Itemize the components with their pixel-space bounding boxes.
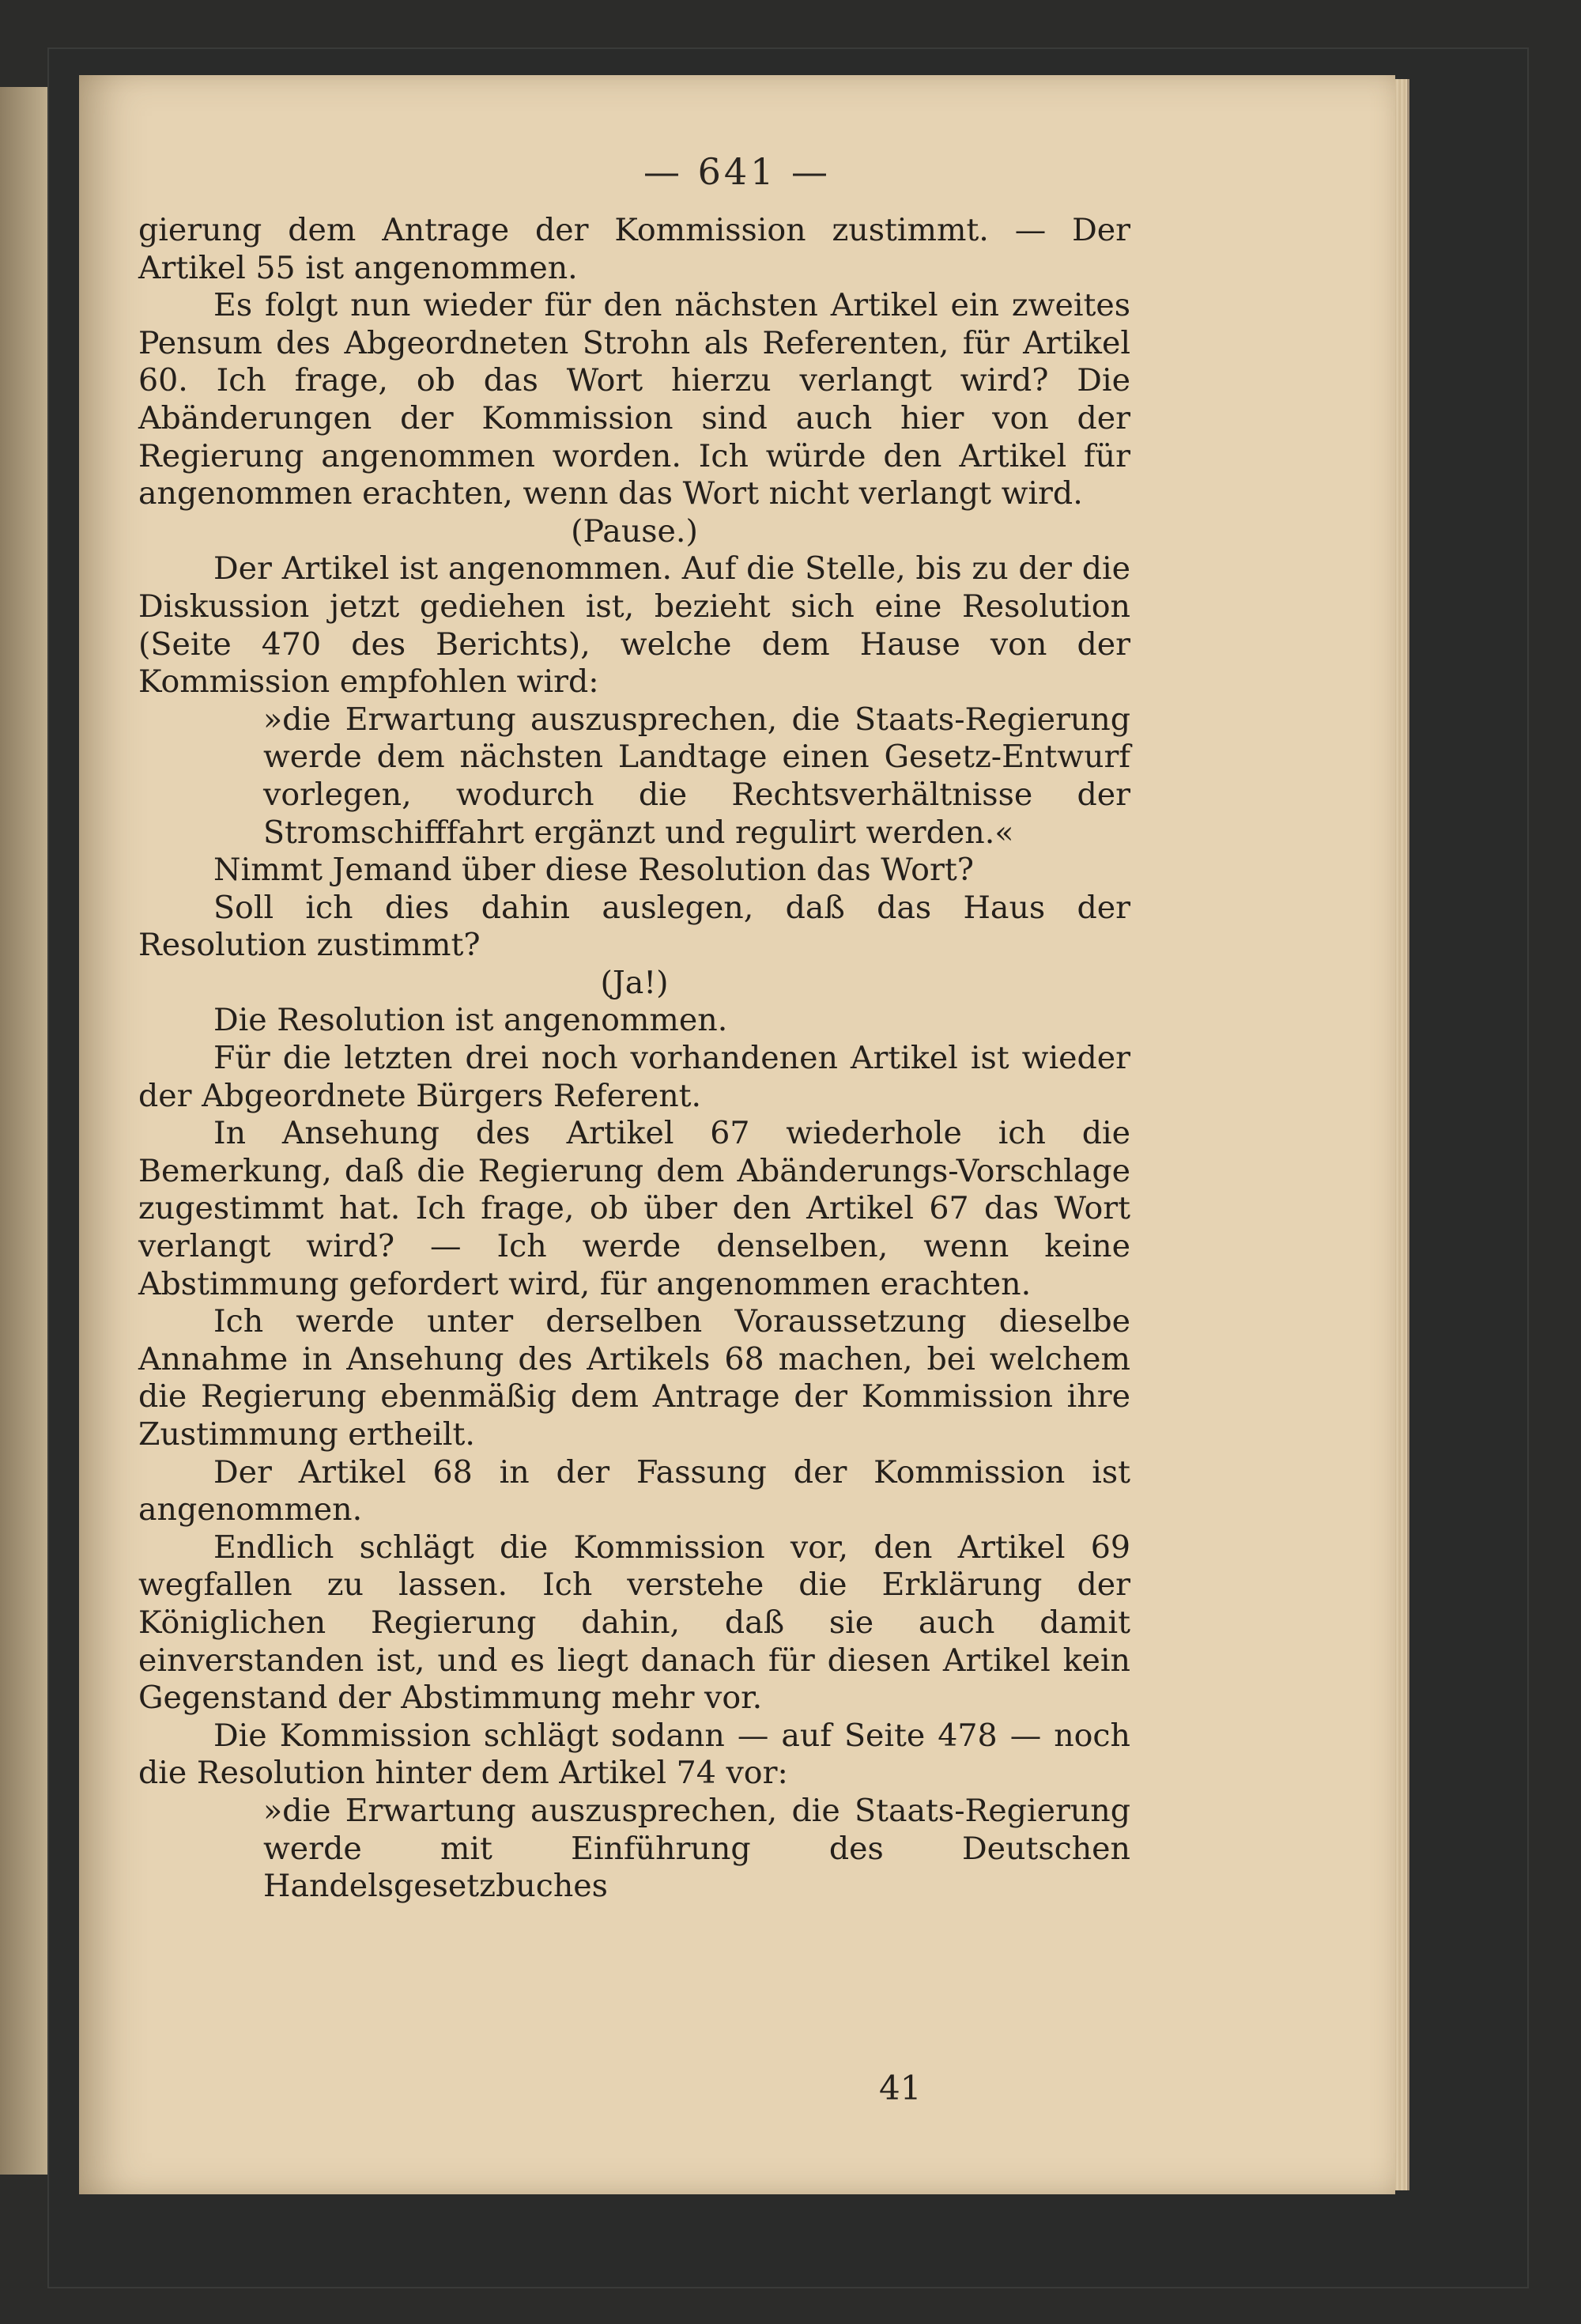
paragraph: Es folgt nun wieder für den nächsten Artikel ein zweites Pensum des Abgeordneten Strohn als Referenten, für Artikel 60. Ich frage, ob das Wort hierzu verlangt wird? Die Abänderungen der Kommission sind auch hier von der Regierung angenommen worden. Ich würde den Artikel für angenommen erachten, wenn das Wort nicht verlangt wird.: [138, 287, 1130, 512]
paragraph: Nimmt Jemand über diese Resolution das Wort?: [213, 852, 974, 889]
paragraph: Die Resolution ist angenommen.: [213, 1002, 728, 1039]
paragraph: Der Artikel 68 in der Fassung der Kommission ist angenommen.: [138, 1453, 1130, 1529]
paragraph: Die Kommission schlägt sodann — auf Seite 478 — noch die Resolution hinter dem Artikel 74 vor:: [138, 1717, 1130, 1792]
paragraph: Der Artikel ist angenommen. Auf die Stelle, bis zu der die Diskussion jetzt gediehen ist, bezieht sich eine Resolution (Seite 470 des Berichts), welche dem Hause von der Kommission empfohlen wird:: [138, 550, 1130, 701]
body-text: [138, 212, 1130, 1906]
resolution-quote: »die Erwartung auszusprechen, die Staats-Regierung werde dem nächsten Landtage einen Gesetz-Entwurf vorlegen, wodurch die Rechtsverhältnisse der Stromschifffahrt ergänzt und regulirt werden.«: [263, 701, 1130, 851]
paragraph: Ich werde unter derselben Voraussetzung dieselbe Annahme in Ansehung des Artikels 68 machen, bei welchem die Regierung ebenmäßig dem Antrage der Kommission ihre Zustimmung ertheilt.: [138, 1303, 1130, 1453]
stage-direction: (Pause.): [571, 512, 698, 550]
paragraph: Für die letzten drei noch vorhandenen Artikel ist wieder der Abgeordnete Bürgers Referent.: [138, 1040, 1130, 1114]
paragraph: In Ansehung des Artikel 67 wiederhole ich die Bemerkung, daß die Regierung dem Abänderungs-Vorschlage zugestimmt hat. Ich frage, ob über den Artikel 67 das Wort verlangt wird? — Ich werde denselben, wenn keine Abstimmung gefordert wird, für angenommen erachten.: [138, 1115, 1130, 1302]
stage-direction: (Ja!): [600, 964, 669, 1001]
signature-mark: 41: [879, 2069, 922, 2107]
paragraph: Endlich schlägt die Kommission vor, den Artikel 69 wegfallen zu lassen. Ich verstehe die Erklärung der Königlichen Regierung dahin, daß sie auch damit einverstanden ist, und es liegt danach für diesen Artikel kein Gegenstand der Abstimmung mehr vor.: [138, 1529, 1130, 1717]
paragraph: gierung dem Antrage der Kommission zustimmt. — Der Artikel 55 ist angenommen.: [138, 212, 1130, 286]
page-number-header: — 641 —: [643, 150, 832, 193]
resolution-quote: »die Erwartung auszusprechen, die Staats-Regierung werde mit Einführung des Deutschen Handelsgesetzbuches: [263, 1792, 1130, 1905]
paragraph: Soll ich dies dahin auslegen, daß das Haus der Resolution zustimmt?: [138, 889, 1130, 964]
